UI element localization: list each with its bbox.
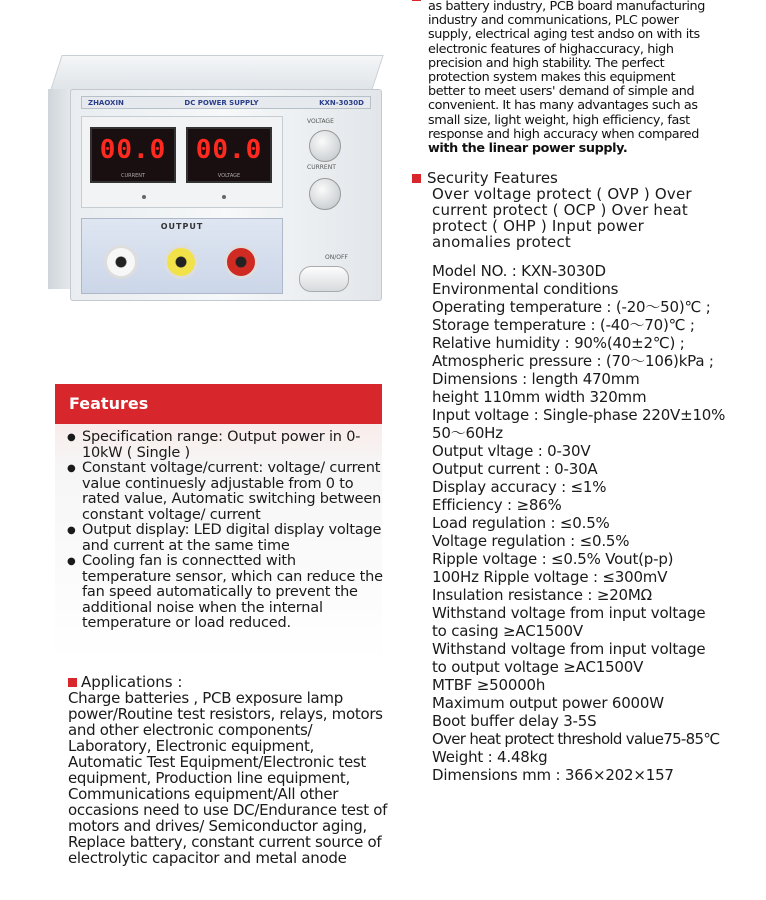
features-box bbox=[55, 384, 382, 662]
spec-line: Relative humidity : 90%(40±2℃) ; bbox=[432, 334, 685, 352]
description-line: convenient. It has many advantages such as bbox=[428, 98, 698, 114]
spec-line: Withstand voltage from input voltage bbox=[432, 640, 706, 658]
voltage-readout: 00.0 bbox=[195, 135, 263, 165]
voltage-display bbox=[186, 127, 272, 183]
current-readout: 00.0 bbox=[99, 135, 167, 165]
device-front-panel bbox=[70, 89, 382, 301]
display-panel bbox=[81, 116, 283, 208]
product-description bbox=[428, 0, 758, 156]
spec-line: Ripple voltage : ≤0.5% Vout(p-p) bbox=[432, 550, 674, 568]
spec-line: Output current : 0-30A bbox=[432, 460, 598, 478]
spec-line: Dimensions : length 470mm bbox=[432, 370, 640, 388]
spec-line: Weight : 4.48kg bbox=[432, 748, 548, 766]
spec-line: 100Hz Ripple voltage : ≤300mV bbox=[432, 568, 668, 586]
applications-body: Charge batteries , PCB exposure lamp power/Routine test resistors, relays, motors and other electronic components/ Laboratory, Electronic equipment, Automatic Test Equipment/Electronic test equipment, Production line equipment, Communications equipment/All other occasions need to use DC/Endurance test of motors and drives/ Semiconductor aging, Replace battery, constant current source of electrolytic capacitor and metal anode bbox=[68, 689, 388, 867]
red-square-bullet-icon bbox=[412, 0, 421, 1]
current-display bbox=[90, 127, 176, 183]
feature-item: ● Output display: LED digital display voltage and current at the same time bbox=[67, 523, 385, 554]
spec-line: Environmental conditions bbox=[432, 280, 619, 298]
spec-line: Load regulation : ≤0.5% bbox=[432, 514, 610, 532]
security-line: current protect ( OCP ) Over heat bbox=[432, 201, 689, 219]
screw-icon bbox=[142, 195, 146, 199]
description-line: protection system makes this equipment bbox=[428, 70, 676, 86]
security-title-text: Security Features bbox=[427, 169, 558, 187]
power-label: ON/OFF bbox=[325, 254, 348, 261]
spec-line: Maximum output power 6000W bbox=[432, 694, 664, 712]
description-line: electronic features of highaccuracy, high bbox=[428, 41, 674, 57]
spec-line: Insulation resistance : ≥20MΩ bbox=[432, 586, 652, 604]
description-line: precision and high stability. The perfect bbox=[428, 55, 665, 71]
feature-item: ● Constant voltage/current: voltage/ current value continuesly adjustable from 0 to rated value, Automatic switching between constant voltage/ current bbox=[67, 461, 385, 523]
spec-line: Storage temperature : (-40～70)℃ ; bbox=[432, 316, 695, 334]
positive-terminal-icon bbox=[224, 245, 258, 279]
negative-terminal-icon bbox=[164, 245, 198, 279]
description-line: with the linear power supply. bbox=[428, 141, 628, 157]
screw-icon bbox=[222, 195, 226, 199]
spec-line: MTBF ≥50000h bbox=[432, 676, 546, 694]
description-line: small size, light weight, high efficiency, fast bbox=[428, 112, 690, 128]
brand-strip bbox=[81, 96, 371, 109]
spec-line: Atmospheric pressure : (70～106)kPa ; bbox=[432, 352, 714, 370]
features-list bbox=[67, 430, 385, 632]
spec-line: height 110mm width 320mm bbox=[432, 388, 647, 406]
spec-line: Dimensions mm : 366×202×157 bbox=[432, 766, 674, 784]
knob-panel bbox=[285, 116, 371, 296]
description-line: better to meet users' demand of simple and bbox=[428, 84, 695, 100]
voltage-caption: VOLTAGE bbox=[217, 173, 241, 179]
voltage-knob-icon bbox=[309, 130, 341, 162]
security-line: Over voltage protect ( OVP ) Over bbox=[432, 185, 692, 203]
security-features-body bbox=[432, 186, 732, 250]
model-label: KXN-3030D bbox=[319, 99, 364, 107]
current-knob-icon bbox=[309, 178, 341, 210]
spec-line: Efficiency : ≥86% bbox=[432, 496, 562, 514]
feature-item: ● Specification range: Output power in 0-10kW ( Single ) bbox=[67, 430, 385, 461]
current-caption: CURRENT bbox=[120, 173, 146, 179]
spec-line: Voltage regulation : ≤0.5% bbox=[432, 532, 630, 550]
product-line: DC POWER SUPPLY bbox=[184, 99, 259, 107]
spec-line: Over heat protect threshold value75-85℃ bbox=[432, 730, 720, 748]
current-knob-label: CURRENT bbox=[307, 164, 336, 171]
security-line: protect ( OHP ) Input power bbox=[432, 217, 645, 235]
spec-line: Boot buffer delay 3-5S bbox=[432, 712, 597, 730]
spec-line: Withstand voltage from input voltage bbox=[432, 604, 706, 622]
spec-line: Operating temperature : (-20～50)℃ ; bbox=[432, 298, 711, 316]
red-square-bullet-icon bbox=[68, 678, 77, 687]
description-line: supply, electrical aging test andso on with its bbox=[428, 27, 700, 43]
spec-line: Input voltage : Single-phase 220V±10% bbox=[432, 406, 726, 424]
spec-line: to output voltage ≥AC1500V bbox=[432, 658, 644, 676]
ground-terminal-icon bbox=[104, 245, 138, 279]
output-label: OUTPUT bbox=[160, 222, 204, 231]
description-line: industry and communications, PLC power bbox=[428, 13, 679, 29]
spec-line: 50～60Hz bbox=[432, 424, 503, 442]
security-line: anomalies protect bbox=[432, 233, 572, 251]
spec-line: Model NO. : KXN-3030D bbox=[432, 262, 606, 280]
applications-title-text: Applications : bbox=[81, 673, 183, 691]
output-panel bbox=[81, 218, 283, 294]
features-title: Features bbox=[55, 384, 382, 424]
device-top-surface bbox=[50, 55, 384, 91]
device-side-surface bbox=[48, 89, 70, 289]
description-line: as battery industry, PCB board manufacturing bbox=[428, 0, 705, 14]
specifications-list bbox=[432, 262, 762, 784]
description-line: response and high accuracy when compared bbox=[428, 126, 700, 142]
feature-item: ● Cooling fan is connectted with temperature sensor, which can reduce the fan speed automatically to prevent the additional noise when the internal temperature or load reduced. bbox=[67, 554, 385, 632]
spec-line: to casing ≥AC1500V bbox=[432, 622, 583, 640]
red-square-bullet-icon bbox=[412, 174, 421, 183]
spec-line: Output vltage : 0-30V bbox=[432, 442, 591, 460]
product-image bbox=[40, 55, 390, 305]
power-switch-icon bbox=[299, 266, 349, 292]
spec-line: Display accuracy : ≤1% bbox=[432, 478, 607, 496]
voltage-knob-label: VOLTAGE bbox=[307, 118, 334, 125]
brand-name: ZHAOXIN bbox=[88, 99, 124, 107]
